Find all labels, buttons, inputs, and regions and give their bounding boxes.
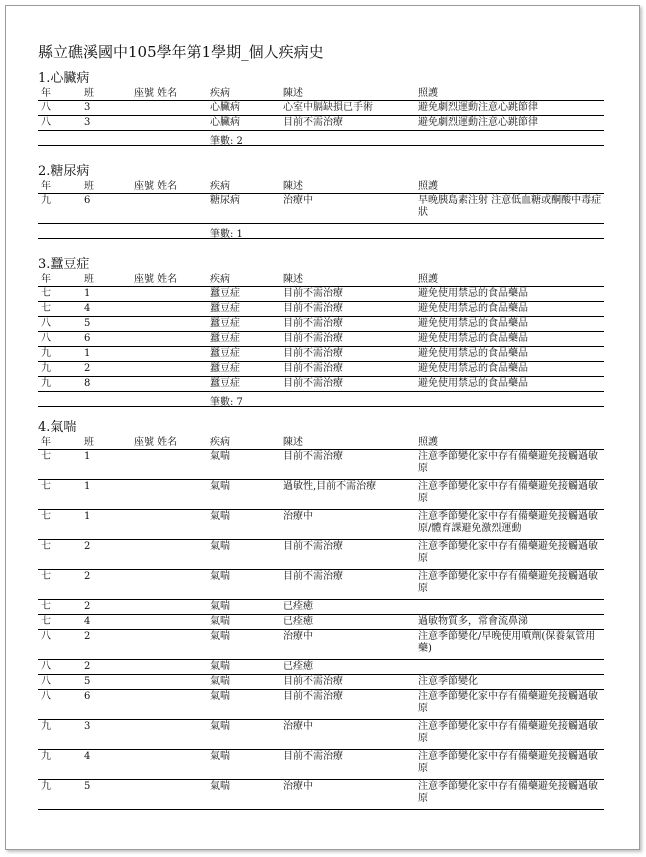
- cell-class: 2: [84, 571, 91, 582]
- cell-grade: 七: [41, 601, 51, 612]
- report-title: 縣立礁溪國中105學年第1學期_個人疾病史: [38, 43, 324, 61]
- record-count-row: [38, 224, 604, 239]
- cell-care: 避免劇烈運動注意心跳節律: [418, 102, 538, 113]
- record-count: 筆數: 2: [210, 136, 243, 147]
- cell-care: 注意季節變化家中存有備藥避免接觸過敏原: [418, 481, 598, 504]
- cell-status: 目前不需治療: [283, 303, 343, 314]
- cell-grade: 七: [41, 451, 51, 462]
- cell-care: 避免使用禁忌的食品藥品: [418, 333, 528, 344]
- cell-class: 2: [84, 631, 91, 642]
- header-class: 班: [84, 181, 94, 192]
- cell-status: 目前不需治療: [283, 571, 343, 582]
- cell-class: 1: [84, 481, 91, 492]
- cell-status: 目前不需治療: [283, 288, 343, 299]
- cell-class: 5: [84, 676, 91, 687]
- cell-disease: 糖尿病: [210, 195, 240, 206]
- cell-class: 1: [84, 348, 91, 359]
- cell-status: 已痊癒: [283, 661, 313, 672]
- cell-grade: 九: [41, 751, 51, 762]
- cell-class: 1: [84, 288, 91, 299]
- section: [38, 419, 604, 810]
- table-row: [38, 780, 604, 810]
- cell-status: 目前不需治療: [283, 348, 343, 359]
- table-row: [38, 302, 604, 317]
- cell-status: 治療中: [283, 631, 313, 642]
- cell-grade: 八: [41, 631, 51, 642]
- header-disease: 疾病: [210, 88, 230, 99]
- section-title: 1.心臟病: [38, 71, 90, 86]
- cell-disease: 蠶豆症: [210, 348, 240, 359]
- cell-disease: 氣喘: [210, 631, 230, 642]
- cell-grade: 七: [41, 303, 51, 314]
- cell-care: 注意季節變化家中存有備藥避免接觸過敏原: [418, 751, 598, 774]
- header-status: 陳述: [283, 274, 303, 285]
- cell-care: 注意季節變化: [418, 676, 478, 687]
- header-class: 班: [84, 88, 94, 99]
- cell-disease: 蠶豆症: [210, 288, 240, 299]
- cell-care: 注意季節變化家中存有備藥避免接觸過敏原: [418, 451, 598, 474]
- cell-status: 目前不需治療: [283, 117, 343, 128]
- section: [38, 256, 604, 407]
- table-header: [38, 274, 604, 287]
- cell-care: 注意季節變化/早晚使用噴劑(保養氣管用藥): [418, 631, 596, 654]
- table-header: [38, 437, 604, 450]
- cell-grade: 七: [41, 571, 51, 582]
- cell-class: 3: [84, 117, 91, 128]
- cell-care: 早晚胰島素注射 注意低血糖或酮酸中毒症狀: [418, 195, 602, 218]
- cell-grade: 八: [41, 102, 51, 113]
- table-row: [38, 377, 604, 392]
- header-grade: 年: [41, 181, 51, 192]
- header-grade: 年: [41, 437, 51, 448]
- cell-status: 目前不需治療: [283, 363, 343, 374]
- table-row: [38, 116, 604, 131]
- cell-class: 6: [84, 691, 91, 702]
- record-count: 筆數: 7: [210, 397, 243, 408]
- header-seat-name: 座號 姓名: [134, 437, 178, 448]
- cell-disease: 氣喘: [210, 781, 230, 792]
- cell-care: 避免使用禁忌的食品藥品: [418, 303, 528, 314]
- cell-disease: 心臟病: [210, 117, 240, 128]
- cell-class: 2: [84, 661, 91, 672]
- cell-disease: 氣喘: [210, 721, 230, 732]
- table-row: [38, 690, 604, 720]
- cell-disease: 氣喘: [210, 616, 230, 627]
- table-row: [38, 630, 604, 660]
- section-title: 3.蠶豆症: [38, 257, 90, 272]
- cell-status: 治療中: [283, 511, 313, 522]
- table-header: [38, 88, 604, 101]
- cell-disease: 氣喘: [210, 511, 230, 522]
- header-status: 陳述: [283, 88, 303, 99]
- table-row: [38, 570, 604, 600]
- cell-status: 已痊癒: [283, 601, 313, 612]
- cell-disease: 蠶豆症: [210, 333, 240, 344]
- cell-status: 治療中: [283, 195, 313, 206]
- table-row: [38, 317, 604, 332]
- header-grade: 年: [41, 88, 51, 99]
- cell-grade: 七: [41, 481, 51, 492]
- table-row: [38, 362, 604, 377]
- header-class: 班: [84, 274, 94, 285]
- record-count: 筆數: 1: [210, 229, 243, 240]
- cell-disease: 氣喘: [210, 571, 230, 582]
- cell-status: 目前不需治療: [283, 451, 343, 462]
- header-status: 陳述: [283, 181, 303, 192]
- cell-grade: 七: [41, 541, 51, 552]
- cell-disease: 氣喘: [210, 661, 230, 672]
- cell-status: 治療中: [283, 781, 313, 792]
- cell-grade: 九: [41, 195, 51, 206]
- header-care: 照護: [418, 437, 438, 448]
- cell-care: 避免使用禁忌的食品藥品: [418, 378, 528, 389]
- cell-class: 4: [84, 751, 91, 762]
- header-disease: 疾病: [210, 181, 230, 192]
- cell-disease: 氣喘: [210, 751, 230, 762]
- cell-care: 避免使用禁忌的食品藥品: [418, 318, 528, 329]
- table-row: [38, 287, 604, 302]
- cell-grade: 八: [41, 318, 51, 329]
- cell-status: 目前不需治療: [283, 751, 343, 762]
- cell-grade: 七: [41, 288, 51, 299]
- cell-status: 目前不需治療: [283, 691, 343, 702]
- cell-class: 4: [84, 616, 91, 627]
- table-row: [38, 720, 604, 750]
- cell-grade: 八: [41, 117, 51, 128]
- cell-grade: 九: [41, 721, 51, 732]
- cell-care: 注意季節變化家中存有備藥避免接觸過敏原: [418, 691, 598, 714]
- cell-status: 過敏性,目前不需治療: [283, 481, 377, 492]
- cell-care: 注意季節變化家中存有備藥避免接觸過敏原/體育課避免激烈運動: [418, 511, 598, 534]
- cell-care: 注意季節變化家中存有備藥避免接觸過敏原: [418, 571, 598, 594]
- cell-status: 目前不需治療: [283, 541, 343, 552]
- cell-status: 目前不需治療: [283, 318, 343, 329]
- section: [38, 70, 604, 146]
- cell-disease: 蠶豆症: [210, 363, 240, 374]
- cell-class: 5: [84, 318, 91, 329]
- cell-care: 避免劇烈運動注意心跳節律: [418, 117, 538, 128]
- header-seat-name: 座號 姓名: [134, 274, 178, 285]
- table-row: [38, 750, 604, 780]
- cell-disease: 蠶豆症: [210, 303, 240, 314]
- cell-class: 5: [84, 781, 91, 792]
- cell-grade: 七: [41, 616, 51, 627]
- cell-class: 8: [84, 378, 91, 389]
- table-row: [38, 450, 604, 480]
- table-row: [38, 615, 604, 630]
- cell-class: 6: [84, 195, 91, 206]
- header-care: 照護: [418, 88, 438, 99]
- cell-status: 心室中膈缺損已手術: [283, 102, 373, 113]
- cell-grade: 八: [41, 691, 51, 702]
- cell-class: 6: [84, 333, 91, 344]
- cell-class: 1: [84, 451, 91, 462]
- cell-status: 已痊癒: [283, 616, 313, 627]
- cell-care: 避免使用禁忌的食品藥品: [418, 363, 528, 374]
- cell-disease: 蠶豆症: [210, 318, 240, 329]
- cell-grade: 九: [41, 781, 51, 792]
- cell-class: 3: [84, 102, 91, 113]
- cell-grade: 八: [41, 676, 51, 687]
- section-title: 2.糖尿病: [38, 164, 90, 179]
- cell-disease: 氣喘: [210, 691, 230, 702]
- header-disease: 疾病: [210, 437, 230, 448]
- cell-status: 目前不需治療: [283, 333, 343, 344]
- section-title: 4.氣喘: [38, 420, 77, 435]
- section: [38, 163, 604, 239]
- record-count-row: [38, 131, 604, 146]
- cell-grade: 八: [41, 333, 51, 344]
- cell-care: 過敏物質多，常會流鼻涕: [418, 616, 528, 627]
- cell-disease: 氣喘: [210, 481, 230, 492]
- table-row: [38, 675, 604, 690]
- table-row: [38, 480, 604, 510]
- table-row: [38, 332, 604, 347]
- cell-status: 治療中: [283, 721, 313, 732]
- cell-disease: 蠶豆症: [210, 378, 240, 389]
- cell-care: 注意季節變化家中存有備藥避免接觸過敏原: [418, 721, 598, 744]
- record-count-row: [38, 392, 604, 407]
- cell-care: 注意季節變化家中存有備藥避免接觸過敏原: [418, 781, 598, 804]
- header-care: 照護: [418, 181, 438, 192]
- cell-disease: 氣喘: [210, 601, 230, 612]
- cell-grade: 九: [41, 348, 51, 359]
- header-disease: 疾病: [210, 274, 230, 285]
- cell-class: 4: [84, 303, 91, 314]
- cell-status: 目前不需治療: [283, 676, 343, 687]
- cell-class: 2: [84, 363, 91, 374]
- cell-status: 目前不需治療: [283, 378, 343, 389]
- cell-disease: 氣喘: [210, 676, 230, 687]
- header-seat-name: 座號 姓名: [134, 88, 178, 99]
- table-row: [38, 660, 604, 675]
- table-row: [38, 600, 604, 615]
- table-row: [38, 194, 604, 224]
- header-class: 班: [84, 437, 94, 448]
- table-row: [38, 101, 604, 116]
- table-row: [38, 510, 604, 540]
- cell-grade: 七: [41, 511, 51, 522]
- cell-care: 避免使用禁忌的食品藥品: [418, 348, 528, 359]
- cell-disease: 氣喘: [210, 541, 230, 552]
- table-row: [38, 347, 604, 362]
- cell-class: 3: [84, 721, 91, 732]
- header-seat-name: 座號 姓名: [134, 181, 178, 192]
- table-row: [38, 540, 604, 570]
- cell-grade: 八: [41, 661, 51, 672]
- cell-class: 2: [84, 541, 91, 552]
- cell-grade: 九: [41, 378, 51, 389]
- table-header: [38, 181, 604, 194]
- header-care: 照護: [418, 274, 438, 285]
- cell-class: 2: [84, 601, 91, 612]
- cell-disease: 氣喘: [210, 451, 230, 462]
- cell-care: 注意季節變化家中存有備藥避免接觸過敏原: [418, 541, 598, 564]
- header-status: 陳述: [283, 437, 303, 448]
- cell-grade: 九: [41, 363, 51, 374]
- cell-disease: 心臟病: [210, 102, 240, 113]
- cell-class: 1: [84, 511, 91, 522]
- header-grade: 年: [41, 274, 51, 285]
- cell-care: 避免使用禁忌的食品藥品: [418, 288, 528, 299]
